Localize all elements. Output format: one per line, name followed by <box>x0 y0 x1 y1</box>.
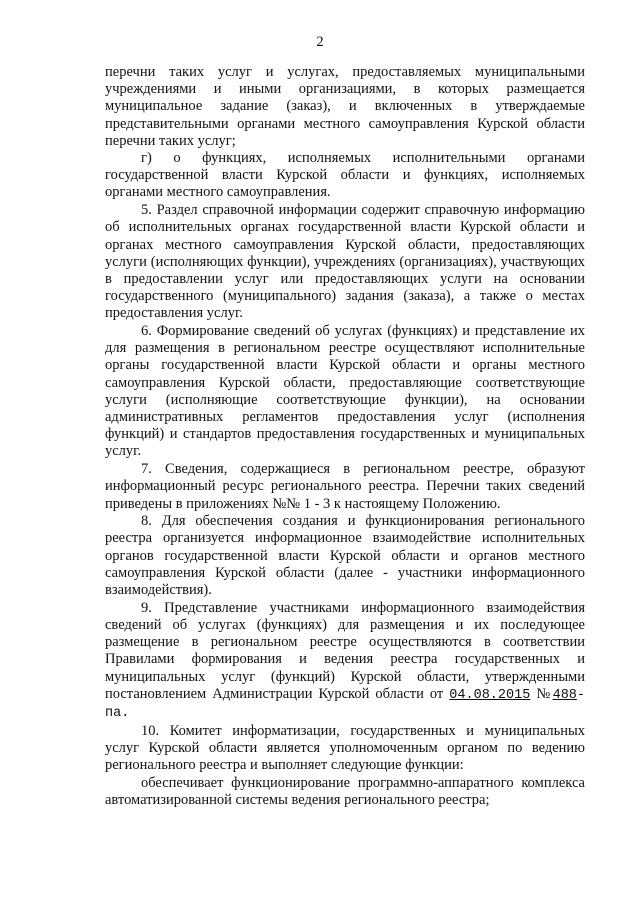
resolution-number-suffix: -па. <box>105 687 586 722</box>
paragraph-7: 7. Сведения, содержащиеся в региональном реестре, образуют информационный ресурс регионального реестра. Перечни таких сведений приведены в приложениях №№ 1 - 3 к настоящему Положению. <box>105 461 585 512</box>
paragraph-item-g: г) о функциях, исполняемых исполнительными органами государственной власти Курской области и функциях, исполняемых органами местного самоуправления. <box>105 150 585 201</box>
paragraph-9 <box>105 600 585 722</box>
paragraph-10-function-1: обеспечивает функционирование программно-аппаратного комплекса автоматизированной системы ведения регионального реестра; <box>105 774 585 809</box>
paragraph-10: 10. Комитет информатизации, государственных и муниципальных услуг Курской области является уполномоченным органом по ведению регионального реестра и выполняет следующие функции: <box>105 722 585 774</box>
paragraph-9-text: 9. Представление участниками информационного взаимодействия сведений об услугах (функциях) для размещения и их последующее размещение в региональном реестре осуществляются в соответствии Правилами формирования и ведения реестра государственных и муниципальных услуг (функций) Курской области, утвержденными постановлением Администрации Курской области от <box>105 599 585 702</box>
paragraph-8: 8. Для обеспечения создания и функционирования регионального реестра организуется информационное взаимодействие исполнительных органов государственной власти Курской области и органов местного самоуправления Курской области (далее - участники информационного взаимодействия). <box>105 513 585 599</box>
resolution-number-sign: № <box>536 685 553 702</box>
document-body <box>105 64 585 809</box>
paragraph-6: 6. Формирование сведений об услугах (функциях) и представление их для размещения в региональном реестре осуществляют исполнительные органы государственной власти Курской области и органы местного самоуправления Курской области, предоставляющие соответствующие услуги (исполняющие соответствующие функции), на основании административных регламентов предоставления услуг (исполнения функций) и стандартов предоставления государственных и муниципальных услуг. <box>105 323 585 460</box>
paragraph-services-list: перечни таких услуг и услугах, предоставляемых муниципальными учреждениями и иными организациями, в которых размещается муниципальное задание (заказ), и включенных в утверждаемые представительными органами местного самоуправления Курской области перечни таких услуг; <box>105 64 585 149</box>
page-number: 2 <box>316 34 324 50</box>
paragraph-5: 5. Раздел справочной информации содержит справочную информацию об исполнительных органах государственной власти Курской области и органах местного самоуправления Курской области, предоставляющих услуги (исполняющих функции), учреждениях (организациях), участвующих в предоставлении услуг или предоставляющих услуги на основании государственного (муниципального) задания (заказа), а также о местах предоставления услуг. <box>105 202 585 322</box>
resolution-number: 488 <box>552 687 577 703</box>
resolution-date: 04.08.2015 <box>449 687 531 703</box>
